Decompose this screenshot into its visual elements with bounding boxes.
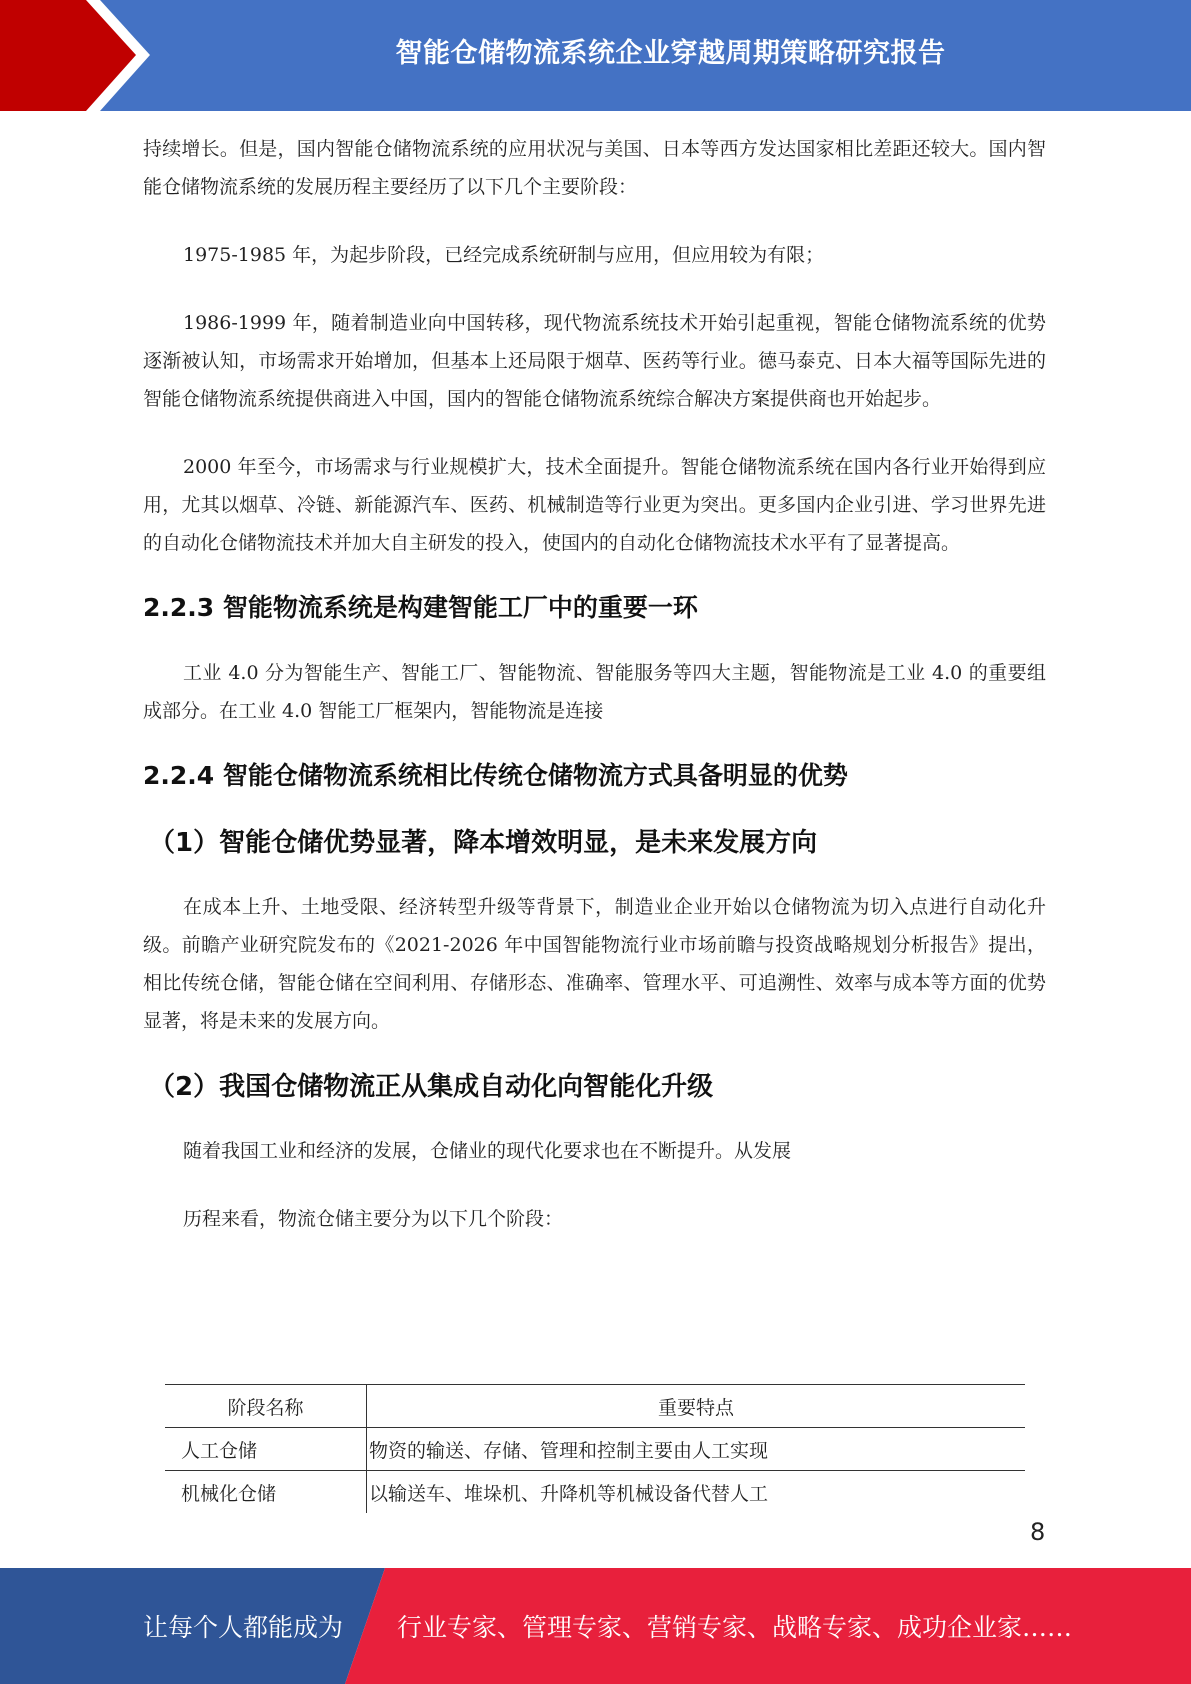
- paragraph-intro: 持续增长。但是，国内智能仓储物流系统的应用状况与美国、日本等西方发达国家相比差距还较大。国内智能仓储物流系统的发展历程主要经历了以下几个主要阶段：: [143, 138, 1046, 198]
- paragraph-stage-2000: 2000 年至今，市场需求与行业规模扩大，技术全面提升。智能仓储物流系统在国内各行业开始得到应用，尤其以烟草、冷链、新能源汽车、医药、机械制造等行业更为突出。更多国内企业引进、学习世界先进的自动化仓储物流技术并加大自主研发的投入，使国内的自动化仓储物流技术水平有了显著提高。: [143, 456, 1046, 554]
- table-row: [165, 1428, 1025, 1471]
- table-cell-feature: 以输送车、堆垛机、升降机等机械设备代替人工: [369, 1482, 769, 1505]
- paragraph-development: 随着我国工业和经济的发展，仓储业的现代化要求也在不断提升。从发展: [183, 1140, 792, 1162]
- subheading-advantages: （1）智能仓储优势显著，降本增效明显，是未来发展方向: [149, 828, 818, 858]
- page-number: 8: [1030, 1518, 1046, 1546]
- section-heading-2-2-3: 2.2.3 智能物流系统是构建智能工厂中的重要一环: [143, 593, 698, 622]
- header-arrow-decoration: [0, 0, 160, 111]
- document-body: [143, 130, 1046, 1268]
- page-footer: [0, 1568, 1191, 1684]
- paragraph-industry-4: 工业 4.0 分为智能生产、智能工厂、智能物流、智能服务等四大主题，智能物流是工业 4.0 的重要组成部分。在工业 4.0 智能工厂框架内，智能物流是连接: [143, 662, 1046, 722]
- section-heading-2-2-4: 2.2.4 智能仓储物流系统相比传统仓储物流方式具备明显的优势: [143, 761, 848, 790]
- report-title: 智能仓储物流系统企业穿越周期策略研究报告: [395, 37, 946, 69]
- table-cell-feature: 物资的输送、存储、管理和控制主要由人工实现: [369, 1439, 769, 1462]
- column-header-features: 重要特点: [657, 1396, 734, 1419]
- paragraph-stage-1975: 1975-1985 年，为起步阶段，已经完成系统研制与应用，但应用较为有限；: [183, 244, 825, 266]
- page-header: [0, 0, 1191, 111]
- subheading-upgrade: （2）我国仓储物流正从集成自动化向智能化升级: [149, 1072, 714, 1102]
- footer-slogan-right: 行业专家、管理专家、营销专家、战略专家、成功企业家……: [397, 1613, 1073, 1642]
- column-header-stage-name: 阶段名称: [165, 1385, 367, 1428]
- table-row: [165, 1471, 1025, 1514]
- table-cell-stage: 机械化仓储: [165, 1471, 367, 1514]
- table-header-row: [165, 1385, 1025, 1428]
- stages-table: [165, 1384, 1025, 1513]
- paragraph-cost-rise: 在成本上升、土地受限、经济转型升级等背景下，制造业企业开始以仓储物流为切入点进行自动化升级。前瞻产业研究院发布的《2021-2026 年中国智能物流行业市场前瞻与投资战略规划分析报告》提出，相比传统仓储，智能仓储在空间利用、存储形态、准确率、管理水平、可追溯性、效率与成本等方面的优势显著，将是未来的发展方向。: [143, 896, 1046, 1032]
- table-cell-stage: 人工仓储: [165, 1428, 367, 1471]
- footer-slogan-left: 让每个人都能成为: [143, 1613, 344, 1642]
- paragraph-stage-1986: 1986-1999 年，随着制造业向中国转移，现代物流系统技术开始引起重视，智能仓储物流系统的优势逐渐被认知，市场需求开始增加，但基本上还局限于烟草、医药等行业。德马泰克、日本大福等国际先进的智能仓储物流系统提供商进入中国，国内的智能仓储物流系统综合解决方案提供商也开始起步。: [143, 312, 1046, 410]
- paragraph-history-stages: 历程来看，物流仓储主要分为以下几个阶段：: [183, 1208, 564, 1230]
